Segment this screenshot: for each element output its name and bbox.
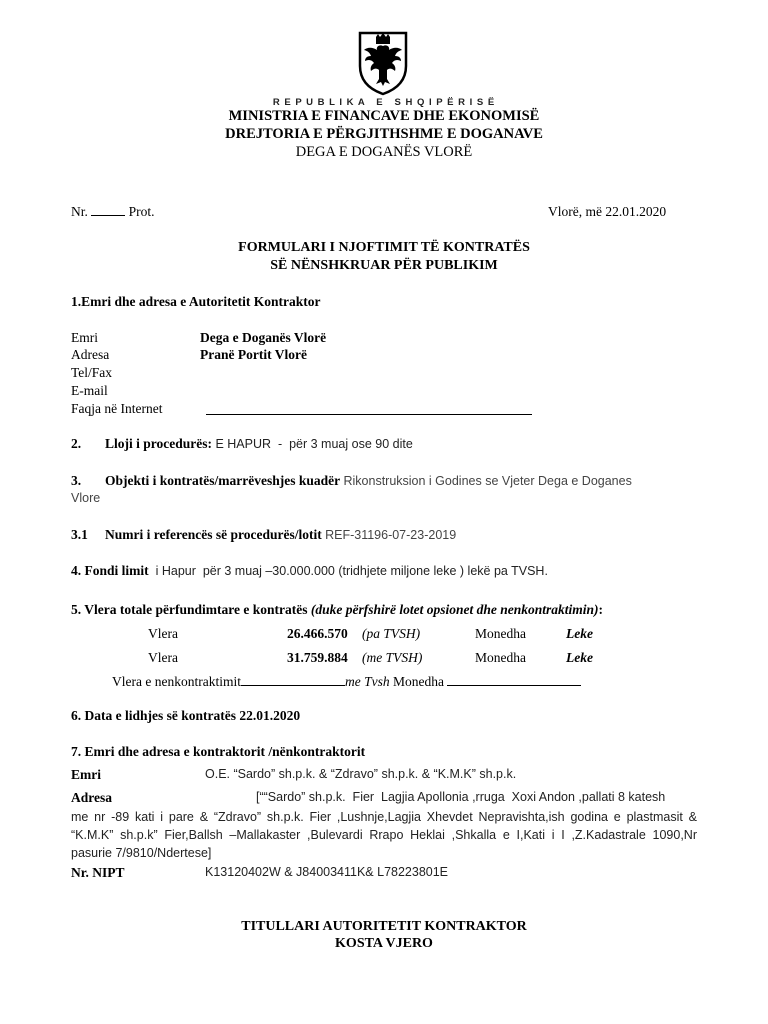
contractor-nipt-label: Nr. NIPT	[71, 865, 125, 880]
republic-label: R E P U B L I K A E S H Q I P Ë R I S Ë	[272, 97, 496, 108]
form-title-line2: SË NËNSHKRUAR PËR PUBLIKIM	[270, 258, 498, 273]
fund-limit-value: i Hapur për 3 muaj –30.000.000 (tridhjete miljone leke ) lekë pa TVSH.	[148, 564, 548, 578]
authority-web-blank	[206, 414, 532, 415]
value-row-vat-tax: (me TVSH)	[362, 650, 423, 665]
subcontract-currency-label: Monedha	[389, 674, 448, 689]
reference-number-value: REF-31196-07-23-2019	[325, 528, 457, 542]
contract-object-label: Objekti i kontratës/marrëveshjes kuadër	[105, 473, 341, 488]
section2-num: 2.	[71, 436, 82, 451]
authority-email-label: E-mail	[71, 383, 108, 398]
value-row-vat-currency: Leke	[566, 650, 593, 665]
authority-tel-label: Tel/Fax	[71, 365, 113, 380]
section5-heading	[71, 602, 603, 618]
value-row-vat-label: Vlera	[148, 650, 178, 665]
contract-object-value: Rikonstruksion i Godines se Vjeter Dega e Doganes	[343, 474, 632, 488]
form-title-line1: FORMULARI I NJOFTIMIT TË KONTRATËS	[238, 240, 530, 255]
section3-num: 3.	[71, 473, 82, 488]
albania-emblem	[357, 30, 409, 96]
date-line: Vlorë, më 22.01.2020	[548, 204, 667, 219]
value-row-no-vat-currency: Leke	[566, 626, 593, 641]
fund-limit-label: 4. Fondi limit	[71, 563, 149, 578]
directorate-name: DREJTORIA E PËRGJITHSHME E DOGANAVE	[225, 126, 543, 142]
value-row-vat-amount: 31.759.884	[287, 650, 348, 665]
value-row-vat-currency-label: Monedha	[475, 650, 526, 665]
prot-label: Prot.	[128, 204, 155, 219]
fund-limit	[71, 563, 548, 579]
authority-web-label: Faqja në Internet	[71, 401, 163, 416]
authority-address-label: Adresa	[71, 347, 110, 362]
signatory-name: KOSTA VJERO	[335, 936, 433, 951]
value-row-no-vat-label: Vlera	[148, 626, 178, 641]
contract-object	[105, 473, 632, 489]
contractor-address-rest: me nr -89 kati i pare & “Zdravo” sh.p.k. Fier ,Lushnje,Lagjia Xhevdet Nepravishta,ish godina e plastmasit & “K.M.K” sh.p.k” Fier,Ballsh –Mallakaster ,Bulevardi Rrapo Heklai ,Shkalla e I,Kati i I ,Z.Kadastrale 1090,Nr pasurie 7/9810/Ndertese]	[71, 810, 697, 860]
contract-object-value-cont: Vlore	[71, 491, 101, 505]
section31-num: 3.1	[71, 527, 88, 542]
signatory-title: TITULLARI AUTORITETIT KONTRAKTOR	[241, 919, 527, 934]
contractor-name-value: O.E. “Sardo” sh.p.k. & “Zdravo” sh.p.k. & “K.M.K” sh.p.k.	[205, 767, 517, 781]
subcontract-label: Vlera e nenkontraktimit	[112, 674, 241, 689]
value-row-no-vat-currency-label: Monedha	[475, 626, 526, 641]
contract-date: 6. Data e lidhjes së kontratës 22.01.2020	[71, 708, 301, 723]
subcontract-tax: me Tvsh	[344, 674, 390, 689]
procedure-type-label: Lloji i procedurës:	[105, 436, 212, 451]
contractor-address-first: [““Sardo” sh.p.k. Fier Lagjia Apollonia ,rruga Xoxi Andon ,pallati 8 katesh	[256, 790, 666, 804]
subcontract-currency-blank	[447, 684, 581, 686]
nr-label: Nr.	[71, 204, 88, 219]
nr-blank	[91, 214, 125, 216]
protocol-number	[71, 204, 155, 220]
authority-address-value: Pranë Portit Vlorë	[200, 347, 307, 362]
contractor-name-label: Emri	[71, 767, 101, 782]
procedure-type	[105, 436, 413, 452]
reference-number-label: Numri i referencës së procedurës/lotit	[105, 527, 322, 542]
reference-number	[105, 527, 456, 543]
subcontract-value-row	[112, 674, 581, 690]
authority-name-label: Emri	[71, 330, 98, 345]
contractor-address-label: Adresa	[71, 790, 113, 805]
section5-heading-end: :	[598, 602, 603, 617]
ministry-name: MINISTRIA E FINANCAVE DHE EKONOMISË	[228, 108, 540, 124]
contractor-nipt-value: K13120402W & J84003411K& L78223801E	[205, 865, 449, 879]
section1-heading: 1.Emri dhe adresa e Autoritetit Kontraktor	[71, 294, 321, 309]
section5-heading-text: 5. Vlera totale përfundimtare e kontratës	[71, 602, 311, 617]
branch-name: DEGA E DOGANËS VLORË	[295, 144, 473, 160]
section7-heading: 7. Emri dhe adresa e kontraktorit /nënkontraktorit	[71, 744, 366, 759]
procedure-type-value: E HAPUR - për 3 muaj ose 90 dite	[212, 437, 413, 451]
subcontract-blank	[241, 684, 345, 686]
authority-name-value: Dega e Doganës Vlorë	[200, 330, 327, 345]
value-row-no-vat-amount: 26.466.570	[287, 626, 348, 641]
section5-heading-italic: (duke përfshirë lotet opsionet dhe nenkontraktimin)	[310, 602, 599, 617]
value-row-no-vat-tax: (pa TVSH)	[362, 626, 421, 641]
